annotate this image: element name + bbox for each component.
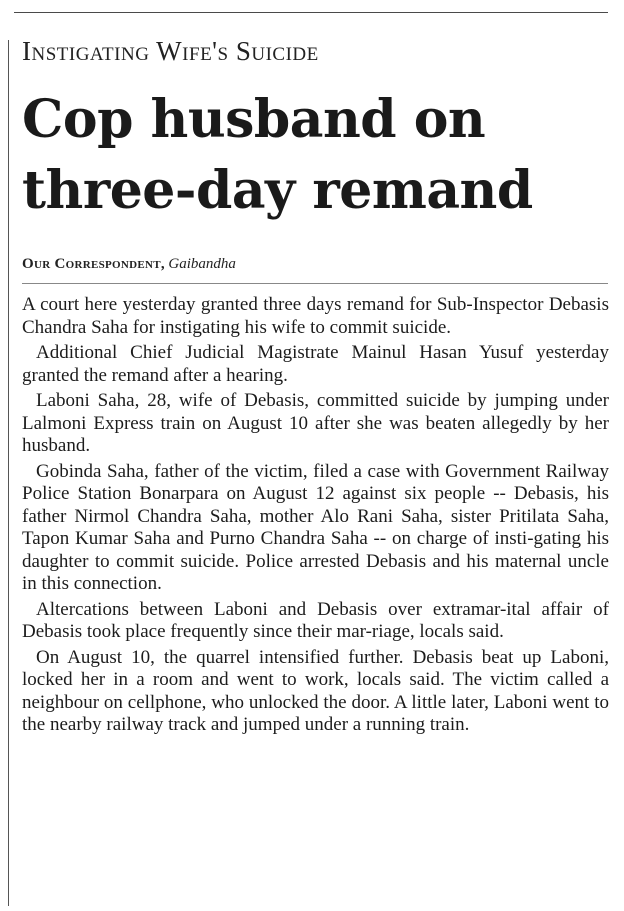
article-body <box>22 294 609 740</box>
byline-dateline: Gaibandha <box>168 256 236 272</box>
article-paragraph: Laboni Saha, 28, wife of Debasis, committed suicide by jumping under Lalmoni Express train on August 10 after she was beaten allegedly by her husband. <box>22 390 609 456</box>
column-rule <box>8 40 9 906</box>
top-rule <box>14 12 608 13</box>
article-paragraph: On August 10, the quarrel intensified further. Debasis beat up Laboni, locked her in a room and went to work, locals said. The victim called a neighbour on cellphone, who unlocked the door. A little later, Laboni went to the nearby railway track and jumped under a running train. <box>22 646 609 735</box>
kicker: Instigating Wife's Suicide <box>22 36 319 66</box>
headline-line: three-day remand <box>22 160 533 221</box>
byline-divider <box>22 283 608 284</box>
article-paragraph: Gobinda Saha, father of the victim, filed a case with Government Railway Police Station Bonarpara on August 12 against six people -- Debasis, his father Nirmol Chandra Saha, mother Alo Rani Saha, sister Pritilata Saha, Tapon Kumar Saha and Purno Chandra Saha -- on charge of insti-gating his daughter to commit suicide. Police arrested Debasis and his maternal uncle in this connection. <box>22 460 609 594</box>
headline-line: Cop husband on <box>22 89 486 150</box>
article-paragraph: Additional Chief Judicial Magistrate Mainul Hasan Yusuf yesterday granted the remand after a hearing. <box>22 342 609 386</box>
headline <box>22 84 612 226</box>
byline-author: Our Correspondent <box>22 256 161 272</box>
article-paragraph: A court here yesterday granted three days remand for Sub-Inspector Debasis Chandra Saha for instigating his wife to commit suicide. <box>22 294 609 338</box>
byline <box>22 256 236 273</box>
article-paragraph: Altercations between Laboni and Debasis over extramar-ital affair of Debasis took place frequently since their mar-riage, locals said. <box>22 598 609 642</box>
byline-separator: , <box>160 256 165 272</box>
